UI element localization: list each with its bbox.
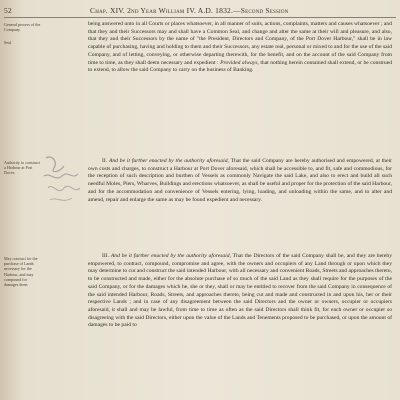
section-3-enacting-clause: And be it further enacted by the authority aforesaid,	[110, 253, 231, 259]
section-1-end: that nothing herein contained shall extend, or be construed to extend, to allow the said Company to carry on the business of Banking.	[88, 59, 393, 74]
section-3-paragraph	[88, 253, 392, 330]
margin-note-seal: Seal.	[4, 40, 13, 45]
section-1-proviso: Provided always,	[220, 59, 259, 66]
header-rule	[4, 17, 396, 18]
section-2-number: II.	[102, 158, 108, 164]
margin-note-harbour-authority: Authority to construct a Harbour at Port Dover.	[4, 160, 41, 176]
section-2-text: That the said Company are hereby authorised and empowered, at their own costs and charges, to construct a Harbour at Port Dover aforesaid, which shall be accessible to, and fit, safe and commodious, for the reception of such description and burthen of Vessels as commonly Navigate the said Lake, and also to erect and build all such needful Moles, Piers, Wharves, Buildings and erections whatsoever, as shall be useful and proper for the protection of the said Harbour, and for the accommodation and convenience of Vessels entering, lying, loading, and unloading within the same, and to alter and amend, repair and enlarge the same as may be found expedient and necessary.	[88, 158, 392, 203]
margin-note-general-powers: General powers of the Company.	[4, 22, 41, 33]
running-title: Chap. XIV. 2nd Year William IV. A.D. 1832.—Second Session	[90, 6, 289, 15]
page-number: 52	[4, 6, 12, 15]
handwritten-ink-marks-icon	[42, 152, 82, 208]
section-1-paragraph	[88, 21, 392, 75]
section-2-enacting-clause: And be it further enacted by the authority aforesaid,	[108, 158, 229, 164]
section-1-text: being answered unto in all Courts or places whatsoever, in all manner of suits, actions, complaints, matters and causes whatsoever ; and that they and their Successors may and shall have a Common Seal, and change and alter the same at their will and pleasure, and also, that they and their Successors by the name of "the President, Directors and Company, of the Port Dover Harbour," shall be in law capable of purchasing, having and holding to them and their Successors, any estate real, personal or mixed to and for the use of the said Company, and of letting, conveying, or otherwise departing therewith, for the benefit, and on the account of the said Company from time to time, as they shall deem necessary and expedient :	[88, 21, 392, 66]
section-3-text: That the Directors of the said Company shall be, and they are hereby empowered, to contract, compound, compromise and agree, with the owners and occupiers of any Land through or upon which they may determine to cut and construct the said intended Harbour, with all necessary and convenient Roads, Streets and approaches thereto, to be constructed and made, either for the absolute purchase of so much of the said Land as they shall require for the purposes of the said Company, or for the damages which he, she or they, shall or may be entitled to recover from the said Company in consequence of the said intended Harbour, Roads, Streets, and approaches thereto, being cut and made and constructed in and upon his, her or their respective Lands ; and in case of any disagreement between the said Directors and the owner or owners, occupier or occupiers aforesaid, it shall and may be lawful, from time to time as often as the said Directors shall think fit, for each owner or occupier so disagreeing with the said Directors, either upon the value of the Lands and Tenements proposed to be purchased, or upon the amount of damages to be paid to	[88, 253, 392, 329]
section-3-number: III.	[102, 253, 109, 259]
section-2-paragraph	[88, 158, 392, 204]
margin-note-land-purchase: May contract for the purchase of Lands necessary for the Harbour, and may compound for damages done.	[4, 256, 38, 288]
